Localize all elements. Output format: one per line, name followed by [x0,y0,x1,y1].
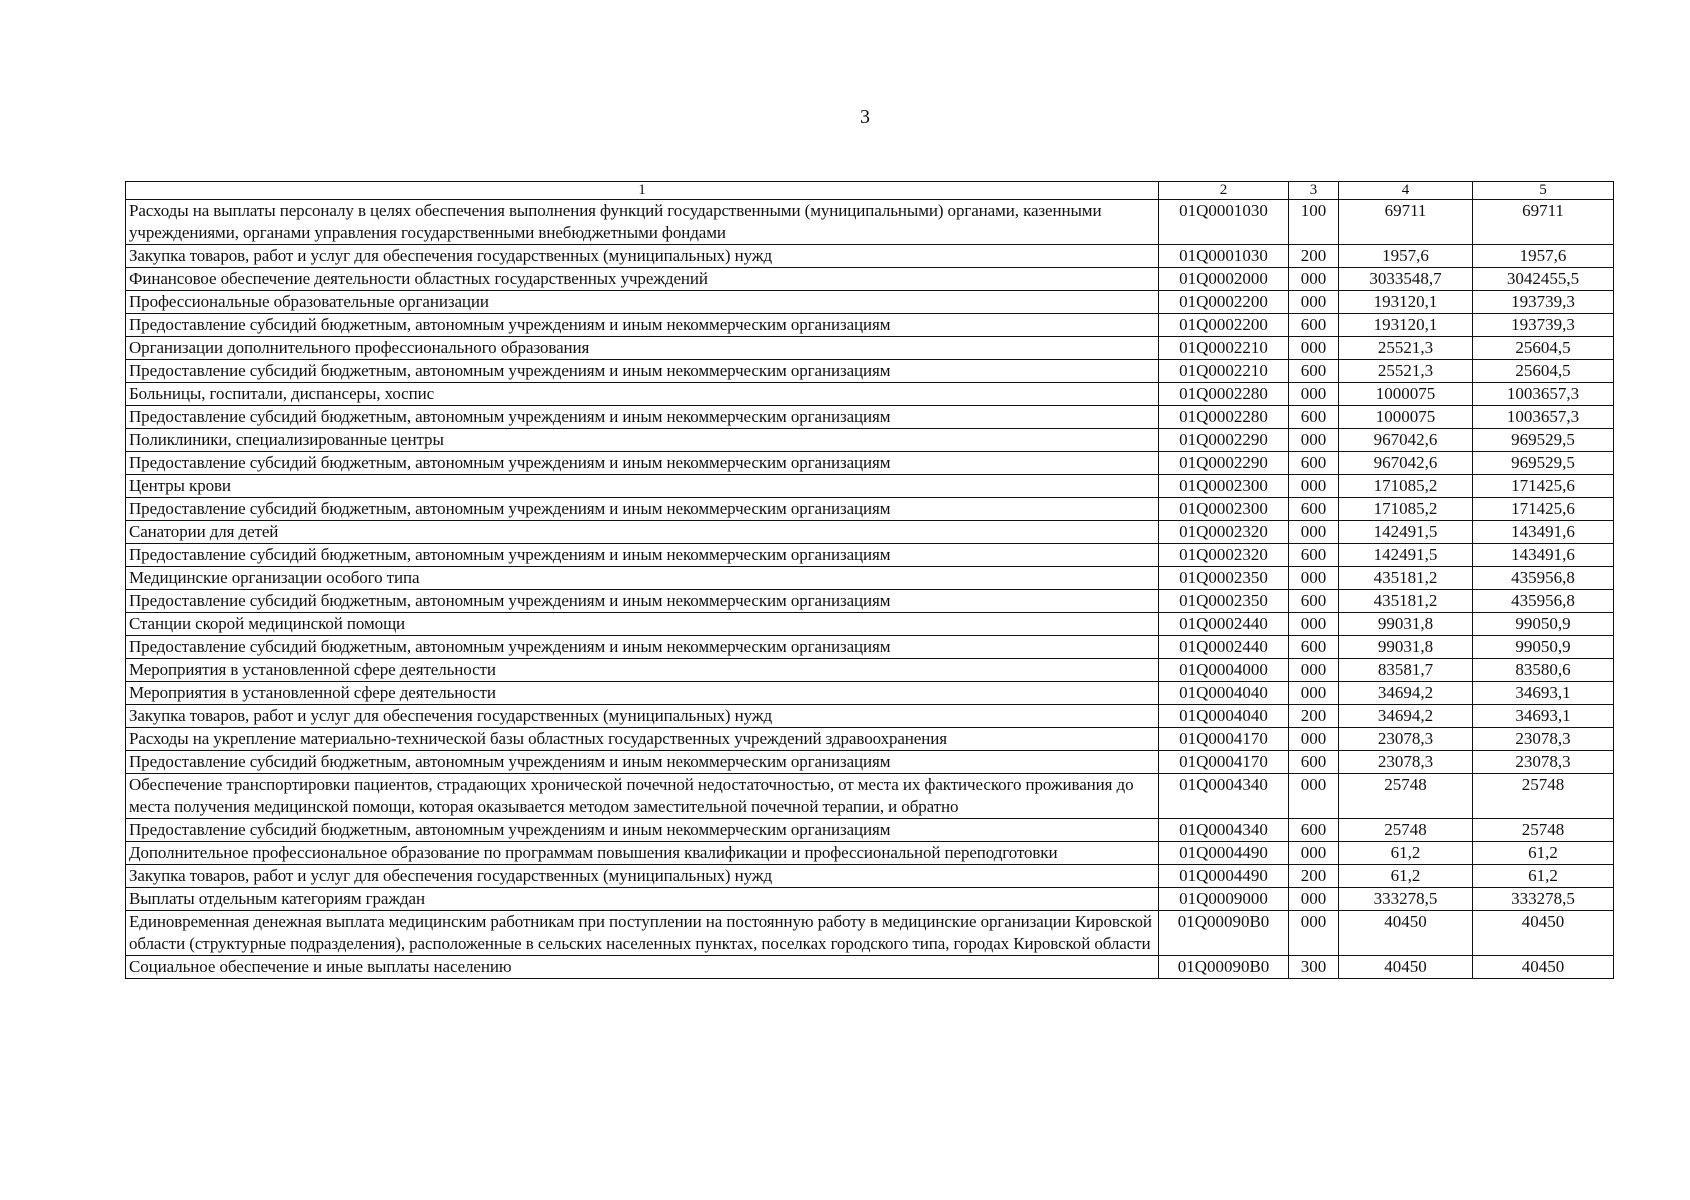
amount-year1-cell: 40450 [1339,911,1473,956]
amount-year1-cell: 435181,2 [1339,590,1473,613]
amount-year2-cell: 333278,5 [1473,888,1614,911]
expense-type-cell: 600 [1289,314,1339,337]
expense-type-cell: 600 [1289,819,1339,842]
amount-year1-cell: 142491,5 [1339,521,1473,544]
target-article-code-cell: 01Q0002280 [1159,383,1289,406]
target-article-code-cell: 01Q0004340 [1159,819,1289,842]
expense-name-cell: Санатории для детей [126,521,1159,544]
expense-type-cell: 200 [1289,705,1339,728]
expense-name-cell: Единовременная денежная выплата медицинским работникам при поступлении на постоянную работу в медицинские организации Кировской области (структурные подразделения), расположенные в сельских населенных пунктах, поселках городского типа, городах Кировской области [126,911,1159,956]
target-article-code-cell: 01Q0004490 [1159,842,1289,865]
amount-year1-cell: 69711 [1339,200,1473,245]
target-article-code-cell: 01Q0004040 [1159,682,1289,705]
expense-type-cell: 000 [1289,659,1339,682]
amount-year1-cell: 967042,6 [1339,429,1473,452]
target-article-code-cell: 01Q0001030 [1159,245,1289,268]
amount-year2-cell: 435956,8 [1473,590,1614,613]
expense-name-cell: Закупка товаров, работ и услуг для обеспечения государственных (муниципальных) нужд [126,865,1159,888]
expense-type-cell: 200 [1289,865,1339,888]
expense-name-cell: Предоставление субсидий бюджетным, автономным учреждениям и иным некоммерческим организациям [126,360,1159,383]
table-row [126,819,1614,842]
expense-name-cell: Предоставление субсидий бюджетным, автономным учреждениям и иным некоммерческим организациям [126,819,1159,842]
amount-year2-cell: 143491,6 [1473,521,1614,544]
target-article-code-cell: 01Q0002280 [1159,406,1289,429]
target-article-code-cell: 01Q00090B0 [1159,911,1289,956]
amount-year1-cell: 25521,3 [1339,337,1473,360]
expense-type-cell: 000 [1289,521,1339,544]
target-article-code-cell: 01Q00090B0 [1159,956,1289,979]
page-number: 3 [860,106,870,128]
table-row [126,452,1614,475]
table-body [126,200,1614,979]
amount-year1-cell: 40450 [1339,956,1473,979]
expense-name-cell: Закупка товаров, работ и услуг для обеспечения государственных (муниципальных) нужд [126,705,1159,728]
target-article-code-cell: 01Q0004000 [1159,659,1289,682]
expense-type-cell: 000 [1289,475,1339,498]
amount-year1-cell: 61,2 [1339,842,1473,865]
table-row [126,659,1614,682]
expense-type-cell: 600 [1289,452,1339,475]
amount-year2-cell: 171425,6 [1473,475,1614,498]
header-cell: 2 [1159,182,1289,200]
table-row [126,360,1614,383]
table-row [126,200,1614,245]
expense-type-cell: 000 [1289,268,1339,291]
amount-year1-cell: 435181,2 [1339,567,1473,590]
table-row [126,705,1614,728]
header-row [126,182,1614,200]
table-row [126,291,1614,314]
table-row [126,383,1614,406]
target-article-code-cell: 01Q0004040 [1159,705,1289,728]
expense-name-cell: Предоставление субсидий бюджетным, автономным учреждениям и иным некоммерческим организациям [126,544,1159,567]
amount-year1-cell: 193120,1 [1339,291,1473,314]
table-row [126,888,1614,911]
amount-year2-cell: 1957,6 [1473,245,1614,268]
amount-year1-cell: 23078,3 [1339,728,1473,751]
amount-year1-cell: 99031,8 [1339,636,1473,659]
expense-type-cell: 600 [1289,498,1339,521]
expense-type-cell: 000 [1289,728,1339,751]
header-cell: 4 [1339,182,1473,200]
expense-type-cell: 000 [1289,842,1339,865]
expense-type-cell: 000 [1289,911,1339,956]
expense-name-cell: Расходы на укрепление материально-технической базы областных государственных учреждений здравоохранения [126,728,1159,751]
target-article-code-cell: 01Q0002290 [1159,452,1289,475]
expense-type-cell: 200 [1289,245,1339,268]
amount-year2-cell: 23078,3 [1473,728,1614,751]
target-article-code-cell: 01Q0001030 [1159,200,1289,245]
amount-year2-cell: 40450 [1473,911,1614,956]
expense-name-cell: Предоставление субсидий бюджетным, автономным учреждениям и иным некоммерческим организациям [126,590,1159,613]
target-article-code-cell: 01Q0002320 [1159,521,1289,544]
amount-year1-cell: 171085,2 [1339,475,1473,498]
expense-name-cell: Предоставление субсидий бюджетным, автономным учреждениям и иным некоммерческим организациям [126,751,1159,774]
table-row [126,774,1614,819]
expense-name-cell: Закупка товаров, работ и услуг для обеспечения государственных (муниципальных) нужд [126,245,1159,268]
table-row [126,567,1614,590]
amount-year2-cell: 193739,3 [1473,291,1614,314]
expense-type-cell: 600 [1289,636,1339,659]
expense-name-cell: Поликлиники, специализированные центры [126,429,1159,452]
amount-year2-cell: 34693,1 [1473,682,1614,705]
amount-year2-cell: 1003657,3 [1473,406,1614,429]
expense-type-cell: 100 [1289,200,1339,245]
table-row [126,406,1614,429]
expense-type-cell: 000 [1289,613,1339,636]
target-article-code-cell: 01Q0002350 [1159,567,1289,590]
table-row [126,498,1614,521]
table-row [126,268,1614,291]
target-article-code-cell: 01Q0002210 [1159,360,1289,383]
expense-name-cell: Больницы, госпитали, диспансеры, хоспис [126,383,1159,406]
budget-table [125,181,1614,979]
expense-name-cell: Медицинские организации особого типа [126,567,1159,590]
table-row [126,314,1614,337]
expense-name-cell: Финансовое обеспечение деятельности областных государственных учреждений [126,268,1159,291]
table-row [126,337,1614,360]
amount-year2-cell: 143491,6 [1473,544,1614,567]
table-row [126,842,1614,865]
expense-name-cell: Предоставление субсидий бюджетным, автономным учреждениям и иным некоммерческим организациям [126,498,1159,521]
expense-type-cell: 600 [1289,544,1339,567]
target-article-code-cell: 01Q0004340 [1159,774,1289,819]
amount-year1-cell: 333278,5 [1339,888,1473,911]
target-article-code-cell: 01Q0002300 [1159,475,1289,498]
expense-name-cell: Станции скорой медицинской помощи [126,613,1159,636]
target-article-code-cell: 01Q0004170 [1159,751,1289,774]
amount-year1-cell: 967042,6 [1339,452,1473,475]
header-cell: 5 [1473,182,1614,200]
header-cell: 3 [1289,182,1339,200]
expense-name-cell: Предоставление субсидий бюджетным, автономным учреждениям и иным некоммерческим организациям [126,636,1159,659]
amount-year1-cell: 3033548,7 [1339,268,1473,291]
amount-year1-cell: 61,2 [1339,865,1473,888]
target-article-code-cell: 01Q0002440 [1159,636,1289,659]
expense-type-cell: 000 [1289,567,1339,590]
amount-year2-cell: 99050,9 [1473,636,1614,659]
table-row [126,956,1614,979]
table-row [126,613,1614,636]
amount-year1-cell: 25748 [1339,819,1473,842]
amount-year2-cell: 3042455,5 [1473,268,1614,291]
expense-name-cell: Выплаты отдельным категориям граждан [126,888,1159,911]
expense-type-cell: 000 [1289,383,1339,406]
target-article-code-cell: 01Q0002210 [1159,337,1289,360]
table-row [126,728,1614,751]
amount-year2-cell: 25748 [1473,819,1614,842]
amount-year1-cell: 193120,1 [1339,314,1473,337]
expense-type-cell: 000 [1289,774,1339,819]
amount-year1-cell: 34694,2 [1339,705,1473,728]
header-cell: 1 [126,182,1159,200]
amount-year2-cell: 25604,5 [1473,337,1614,360]
expense-name-cell: Организации дополнительного профессионального образования [126,337,1159,360]
target-article-code-cell: 01Q0002000 [1159,268,1289,291]
amount-year1-cell: 1957,6 [1339,245,1473,268]
amount-year2-cell: 83580,6 [1473,659,1614,682]
target-article-code-cell: 01Q0002440 [1159,613,1289,636]
table-row [126,636,1614,659]
expense-type-cell: 000 [1289,429,1339,452]
target-article-code-cell: 01Q0004170 [1159,728,1289,751]
amount-year2-cell: 25748 [1473,774,1614,819]
table-row [126,865,1614,888]
target-article-code-cell: 01Q0002290 [1159,429,1289,452]
target-article-code-cell: 01Q0002200 [1159,314,1289,337]
amount-year2-cell: 1003657,3 [1473,383,1614,406]
expense-type-cell: 000 [1289,291,1339,314]
target-article-code-cell: 01Q0004490 [1159,865,1289,888]
expense-type-cell: 600 [1289,360,1339,383]
expense-type-cell: 000 [1289,888,1339,911]
target-article-code-cell: 01Q0009000 [1159,888,1289,911]
amount-year2-cell: 34693,1 [1473,705,1614,728]
amount-year1-cell: 99031,8 [1339,613,1473,636]
table-row [126,590,1614,613]
expense-type-cell: 000 [1289,682,1339,705]
expense-name-cell: Профессиональные образовательные организации [126,291,1159,314]
expense-name-cell: Дополнительное профессиональное образование по программам повышения квалификации и профессиональной переподготовки [126,842,1159,865]
amount-year1-cell: 171085,2 [1339,498,1473,521]
target-article-code-cell: 01Q0002320 [1159,544,1289,567]
amount-year2-cell: 61,2 [1473,865,1614,888]
amount-year2-cell: 969529,5 [1473,452,1614,475]
amount-year2-cell: 193739,3 [1473,314,1614,337]
expense-type-cell: 600 [1289,406,1339,429]
table-row [126,911,1614,956]
amount-year2-cell: 40450 [1473,956,1614,979]
amount-year2-cell: 25604,5 [1473,360,1614,383]
table-row [126,429,1614,452]
expense-name-cell: Социальное обеспечение и иные выплаты населению [126,956,1159,979]
amount-year1-cell: 83581,7 [1339,659,1473,682]
table-row [126,544,1614,567]
expense-name-cell: Предоставление субсидий бюджетным, автономным учреждениям и иным некоммерческим организациям [126,452,1159,475]
expense-name-cell: Расходы на выплаты персоналу в целях обеспечения выполнения функций государственными (муниципальными) органами, казенными учреждениями, органами управления государственными внебюджетными фондами [126,200,1159,245]
amount-year1-cell: 1000075 [1339,383,1473,406]
amount-year2-cell: 99050,9 [1473,613,1614,636]
target-article-code-cell: 01Q0002200 [1159,291,1289,314]
amount-year1-cell: 1000075 [1339,406,1473,429]
table-row [126,521,1614,544]
target-article-code-cell: 01Q0002350 [1159,590,1289,613]
table-row [126,245,1614,268]
expense-name-cell: Предоставление субсидий бюджетным, автономным учреждениям и иным некоммерческим организациям [126,406,1159,429]
expense-name-cell: Обеспечение транспортировки пациентов, страдающих хронической почечной недостаточностью, от места их фактического проживания до места получения медицинской помощи, которая оказывается методом заместительной почечной терапии, и обратно [126,774,1159,819]
amount-year2-cell: 969529,5 [1473,429,1614,452]
expense-type-cell: 000 [1289,337,1339,360]
table-row [126,682,1614,705]
table-row [126,751,1614,774]
amount-year1-cell: 25521,3 [1339,360,1473,383]
expense-name-cell: Предоставление субсидий бюджетным, автономным учреждениям и иным некоммерческим организациям [126,314,1159,337]
amount-year1-cell: 25748 [1339,774,1473,819]
amount-year2-cell: 171425,6 [1473,498,1614,521]
amount-year2-cell: 61,2 [1473,842,1614,865]
expense-name-cell: Центры крови [126,475,1159,498]
amount-year2-cell: 23078,3 [1473,751,1614,774]
amount-year1-cell: 34694,2 [1339,682,1473,705]
amount-year1-cell: 23078,3 [1339,751,1473,774]
table-row [126,475,1614,498]
amount-year2-cell: 435956,8 [1473,567,1614,590]
target-article-code-cell: 01Q0002300 [1159,498,1289,521]
expense-type-cell: 300 [1289,956,1339,979]
amount-year1-cell: 142491,5 [1339,544,1473,567]
expense-type-cell: 600 [1289,590,1339,613]
expense-type-cell: 600 [1289,751,1339,774]
amount-year2-cell: 69711 [1473,200,1614,245]
expense-name-cell: Мероприятия в установленной сфере деятельности [126,659,1159,682]
expense-name-cell: Мероприятия в установленной сфере деятельности [126,682,1159,705]
